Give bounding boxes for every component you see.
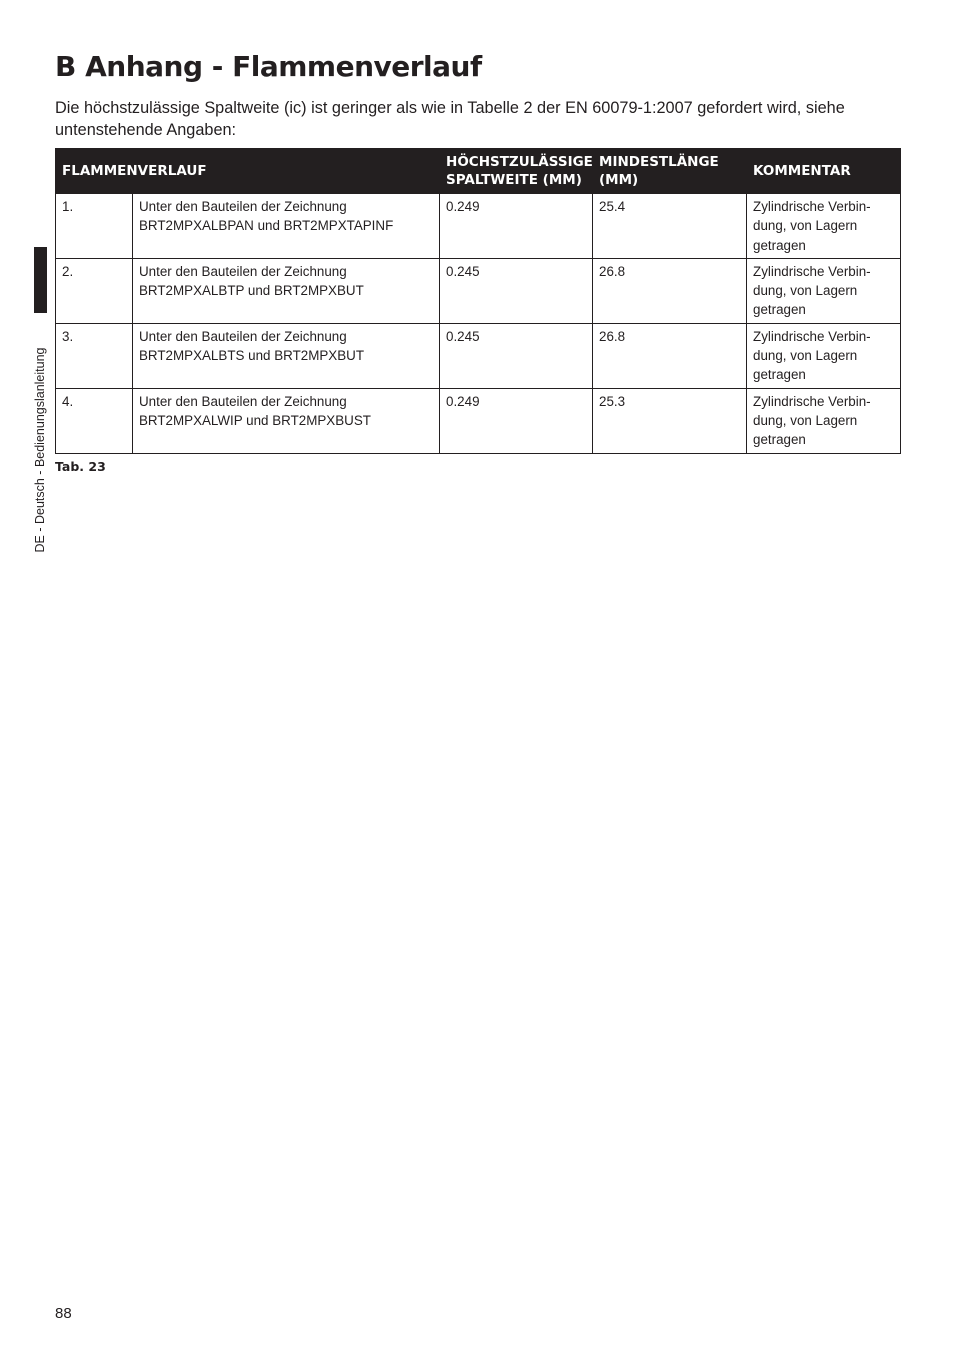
- comment-line: dung, von Lagern: [753, 218, 858, 234]
- description-line: BRT2MPXALBTP und BRT2MPXBUT: [139, 283, 364, 299]
- row-description: [133, 388, 440, 453]
- description-line: Unter den Bauteilen der Zeichnung: [139, 328, 347, 344]
- comment-line: Zylindrische Verbin-: [753, 199, 871, 214]
- row-max-gap: 0.245: [440, 258, 593, 323]
- row-min-length: 26.8: [593, 323, 747, 388]
- comment-line: Zylindrische Verbin-: [753, 328, 871, 344]
- row-min-length: 25.4: [593, 194, 747, 259]
- row-number: 1.: [56, 194, 133, 259]
- row-comment: [747, 194, 901, 259]
- row-max-gap: 0.245: [440, 323, 593, 388]
- row-max-gap: 0.249: [440, 194, 593, 259]
- description-line: Unter den Bauteilen der Zeichnung: [139, 393, 347, 409]
- flame-path-table: [55, 148, 901, 454]
- row-description: [133, 323, 440, 388]
- row-description: [133, 194, 440, 259]
- row-min-length: 26.8: [593, 258, 747, 323]
- description-line: Unter den Bauteilen der Zeichnung: [139, 199, 347, 214]
- comment-line: Zylindrische Verbin-: [753, 263, 871, 279]
- row-comment: [747, 388, 901, 453]
- row-number: 4.: [56, 388, 133, 453]
- row-description: [133, 258, 440, 323]
- table-row: [56, 388, 901, 453]
- page-number: 88: [55, 1305, 72, 1322]
- row-comment: [747, 258, 901, 323]
- comment-line: dung, von Lagern: [753, 348, 858, 364]
- side-label: DE - Deutsch - Bedienungslanleitung: [33, 347, 47, 553]
- side-tab-marker: [34, 247, 47, 313]
- page-title: B Anhang - Flammenverlauf: [55, 50, 482, 83]
- table-row: [56, 323, 901, 388]
- comment-line: dung, von Lagern: [753, 283, 858, 299]
- row-number: 3.: [56, 323, 133, 388]
- row-comment: [747, 323, 901, 388]
- table-caption: Tab. 23: [55, 459, 106, 474]
- header-max-gap: HÖCHSTZULÄSSIGE SPALTWEITE (MM): [440, 149, 593, 194]
- description-line: BRT2MPXALWIP und BRT2MPXBUST: [139, 412, 371, 428]
- table-row: [56, 258, 901, 323]
- table-row: [56, 194, 901, 259]
- row-number: 2.: [56, 258, 133, 323]
- row-max-gap: 0.249: [440, 388, 593, 453]
- header-flame-path: FLAMMENVERLAUF: [56, 149, 440, 194]
- comment-line: getragen: [753, 302, 806, 318]
- description-line: Unter den Bauteilen der Zeichnung: [139, 263, 347, 279]
- description-line: BRT2MPXALBTS und BRT2MPXBUT: [139, 348, 364, 364]
- description-line: BRT2MPXALBPAN und BRT2MPXTAPINF: [139, 218, 394, 234]
- row-min-length: 25.3: [593, 388, 747, 453]
- header-min-length: MINDESTLÄNGE (MM): [593, 149, 747, 194]
- intro-paragraph: Die höchstzulässige Spaltweite (ic) ist geringer als wie in Tabelle 2 der EN 60079-1:2007 gefordert wird, siehe untenstehende Angaben:: [55, 99, 845, 139]
- comment-line: Zylindrische Verbin-: [753, 393, 871, 409]
- comment-line: getragen: [753, 432, 806, 448]
- header-comment: KOMMENTAR: [747, 149, 901, 194]
- comment-line: getragen: [753, 237, 806, 253]
- comment-line: getragen: [753, 367, 806, 383]
- table-header-row: [56, 149, 901, 194]
- comment-line: dung, von Lagern: [753, 412, 858, 428]
